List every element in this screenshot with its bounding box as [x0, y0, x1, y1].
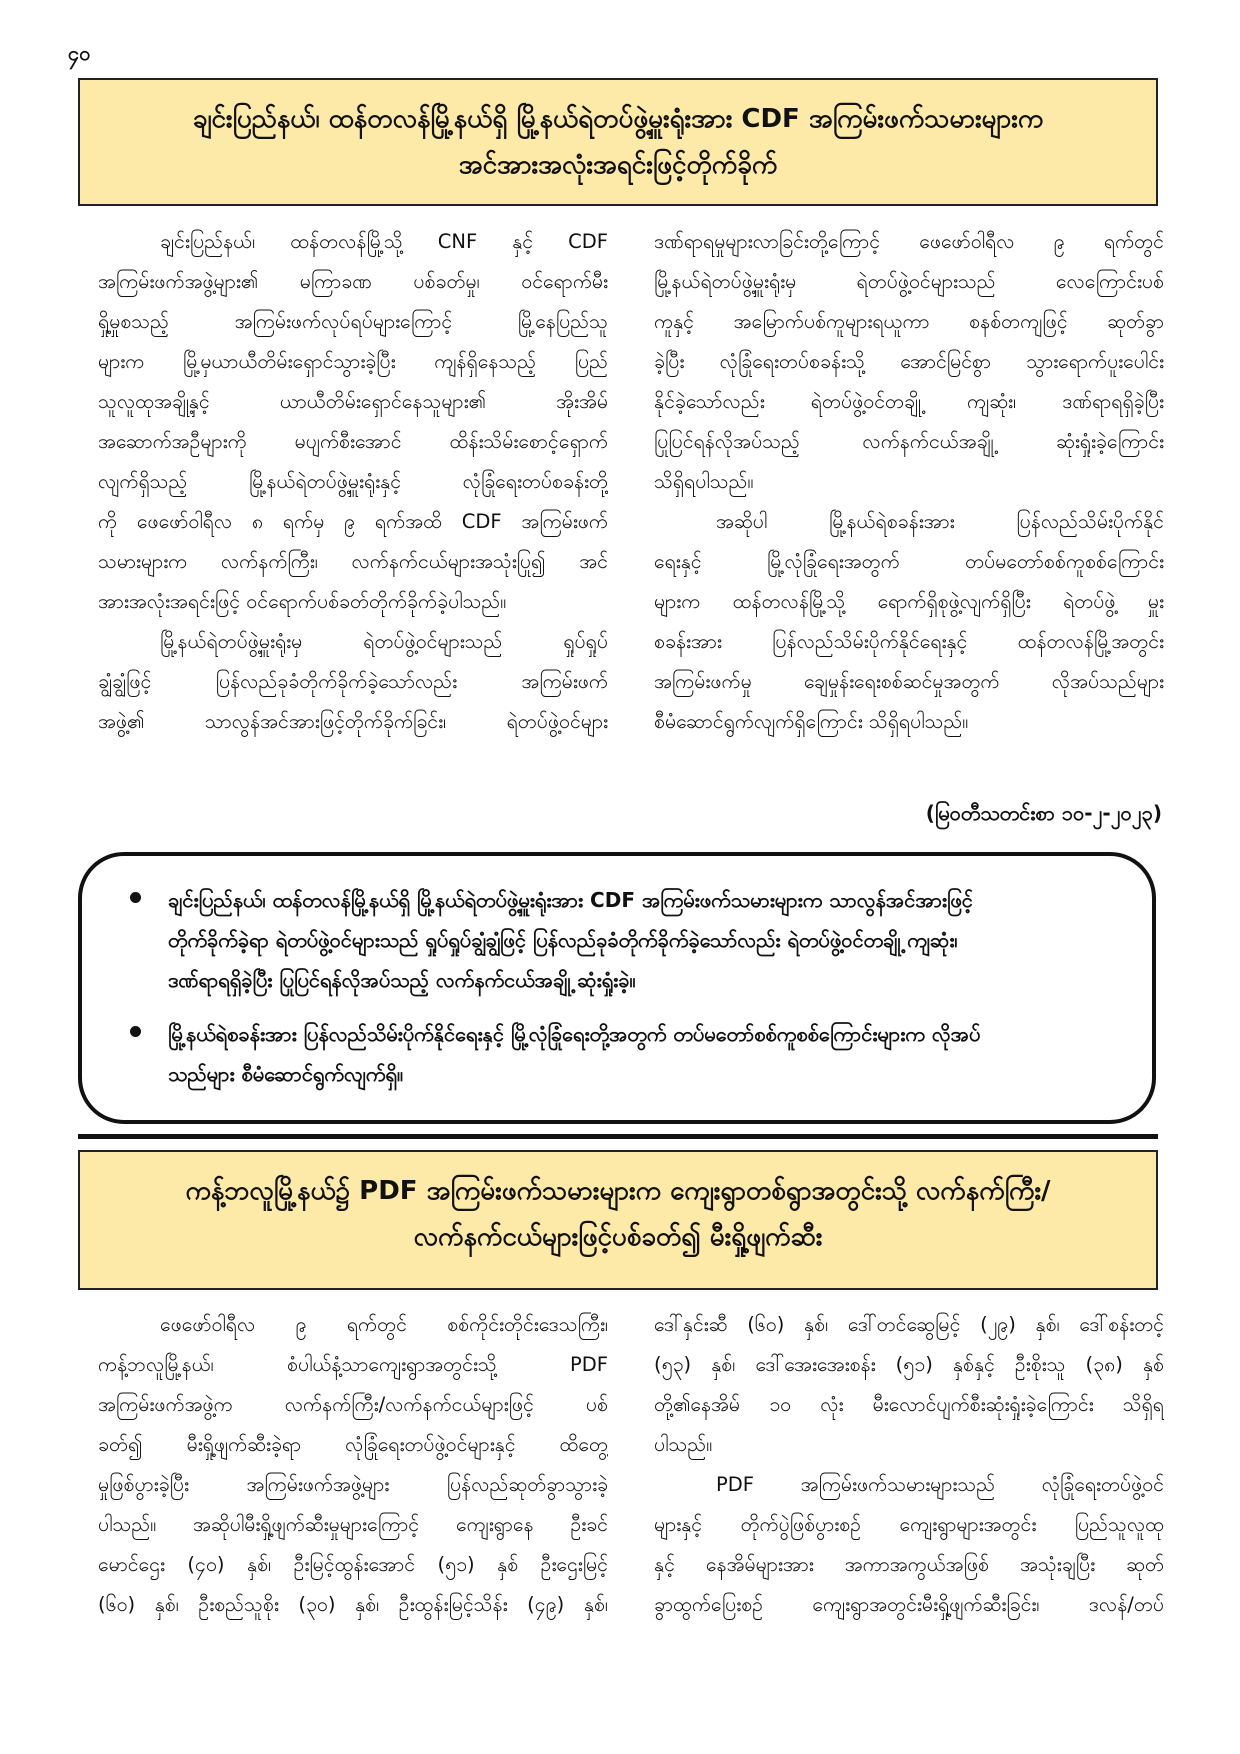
text-line: စီမံဆောင်ရွက်လျက်ရှိကြောင်း သိရှိရပါသည်။ [654, 710, 969, 733]
text-line: မြို့နယ်ရဲတပ်ဖွဲ့မှူးရုံးမှ ရဲတပ်ဖွဲ့ဝင်များသည် ရှုပ်ရှုပ် [160, 630, 608, 653]
summary-item [124, 1014, 1122, 1094]
article2-body [98, 1305, 1164, 1665]
bullet-icon [130, 1026, 141, 1037]
text-line: အကြမ်းဖက်အဖွဲ့က လက်နက်ကြီး/လက်နက်ငယ်များဖြင့် ပစ် [98, 1393, 608, 1416]
headline-line: အင်အားအလုံးအရင်းဖြင့်တိုက်ခိုက် [458, 150, 778, 180]
summary-line: တိုက်ခိုက်ခဲ့ရာ ရဲတပ်ဖွဲ့ဝင်များသည် ရှုပ်ရှုပ်ချွံချွံဖြင့် ပြန်လည်ခုခံတိုက်ခိုက်ခဲ့သော်လည်း ရဲတပ်ဖွဲ့ဝင်တချို့ ကျဆုံး၊ [168, 928, 958, 952]
article2-left-column [98, 1305, 608, 1665]
text-line: ဒေါ်နှင်းဆီ (၆၀) နှစ်၊ ဒေါ်တင်ဆွေမြင့် (၂၉) နှစ်၊ ဒေါ်စန်းတင့် [654, 1313, 1164, 1336]
text-line: ခွာထွက်ပြေးစဉ် ကျေးရွာအတွင်းမီးရှို့ဖျက်ဆီးခြင်း၊ ဒလန်/တပ် [654, 1593, 1164, 1616]
text-line: များက မြို့မှယာယီတိမ်းရှောင်သွားခဲ့ပြီး ကျန်ရှိနေသည့် ပြည် [98, 350, 608, 373]
text-line: သူလူထုအချို့နှင့် ယာယီတိမ်းရှောင်နေသူများ၏ အိုးအိမ် [98, 390, 608, 413]
article1-source: (မြဝတီသတင်းစာ ၁၀-၂-၂၀၂၃) [925, 801, 1162, 825]
summary-item [124, 880, 1122, 1000]
summary-line: ချင်းပြည်နယ်၊ ထန်တလန်မြို့နယ်ရှိ မြို့နယ်ရဲတပ်ဖွဲ့မှူးရုံးအား CDF အကြမ်းဖက်သမားများက သာလွန်အင်အားဖြင့် [168, 888, 973, 912]
text-line: ချင်းပြည်နယ်၊ ထန်တလန်မြို့သို့ CNF နှင့် CDF [160, 230, 608, 253]
headline-line: ချင်းပြည်နယ်၊ ထန်တလန်မြို့နယ်ရှိ မြို့နယ်ရဲတပ်ဖွဲ့မှူးရုံးအား CDF အကြမ်းဖက်သမားများက [192, 104, 1044, 134]
text-line: ရေးနှင့် မြို့လုံခြုံရေးအတွက် တပ်မတော်စစ်ကူစစ်ကြောင်း [654, 550, 1164, 573]
text-line: ပါသည်။ အဆိုပါမီးရှို့ဖျက်ဆီးမှုများကြောင့် ကျေးရွာနေ ဦးခင် [98, 1513, 608, 1536]
article1-left-column [98, 222, 608, 792]
text-line: အဖွဲ့၏ သာလွန်အင်အားဖြင့်တိုက်ခိုက်ခြင်း၊ ရဲတပ်ဖွဲ့ဝင်များ [98, 710, 608, 733]
text-line: များနှင့် တိုက်ပွဲဖြစ်ပွားစဉ် ကျေးရွာများအတွင်း ပြည်သူလူထု [654, 1513, 1164, 1536]
text-line: အဆောက်အဦများကို မပျက်စီးအောင် ထိန်းသိမ်းစောင့်ရှောက် [98, 430, 608, 453]
text-line: ဖေဖော်ဝါရီလ ၉ ရက်တွင် စစ်ကိုင်းတိုင်းဒေသကြီး၊ [160, 1313, 608, 1336]
article2-right-column [654, 1305, 1164, 1665]
text-line: ကို ဖေဖော်ဝါရီလ ၈ ရက်မှ ၉ ရက်အထိ CDF အကြမ်းဖက် [98, 510, 608, 533]
summary-box [78, 852, 1156, 1124]
text-line: စခန်းအား ပြန်လည်သိမ်းပိုက်နိုင်ရေးနှင့် ထန်တလန်မြို့အတွင်း [654, 630, 1164, 653]
text-line: (၆၀) နှစ်၊ ဦးစည်သူစိုး (၃၀) နှစ်၊ ဦးထွန်းမြင့်သိန်း (၄၉) နှစ်၊ [98, 1593, 608, 1616]
text-line: အကြမ်းဖက်မှု ချေမှုန်းရေးစစ်ဆင်မှုအတွက် လိုအပ်သည်များ [654, 670, 1164, 693]
text-line: မောင်ဌေး (၄၀) နှစ်၊ ဦးမြင့်ထွန်းအောင် (၅၁) နှစ် ဦးဌေးမြင့် [98, 1553, 608, 1576]
text-line: လျက်ရှိသည့် မြို့နယ်ရဲတပ်ဖွဲ့မှူးရုံးနှင့် လုံခြုံရေးတပ်စခန်းတို့ [98, 470, 608, 493]
article1-right-column [654, 222, 1164, 792]
text-line: တို့၏နေအိမ် ၁၀ လုံး မီးလောင်ပျက်စီးဆုံးရှုံးခဲ့ကြောင်း သိရှိရ [654, 1393, 1164, 1416]
bullet-icon [130, 892, 141, 903]
summary-line: ဒဏ်ရာရရှိခဲ့ပြီး ပြုပြင်ရန်လိုအပ်သည့် လက်နက်ငယ်အချို့ ဆုံးရှုံးခဲ့။ [168, 968, 636, 992]
text-line: ကန့်ဘလူမြို့နယ်၊ စံပါယ်နံ့သာကျေးရွာအတွင်းသို့ PDF [98, 1353, 608, 1376]
headline-line: လက်နက်ငယ်များဖြင့်ပစ်ခတ်၍ မီးရှို့ဖျက်ဆီး [413, 1222, 823, 1252]
text-line: သိရှိရပါသည်။ [654, 470, 754, 493]
text-line: အားအလုံးအရင်းဖြင့် ဝင်ရောက်ပစ်ခတ်တိုက်ခိုက်ခဲ့ပါသည်။ [98, 590, 507, 613]
summary-line: မြို့နယ်ရဲစခန်းအား ပြန်လည်သိမ်းပိုက်နိုင်ရေးနှင့် မြို့လုံခြုံရေးတို့အတွက် တပ်မတော်စစ်ကူစစ်ကြောင်းများက လိုအပ် [168, 1022, 981, 1046]
text-line: အဆိုပါ မြို့နယ်ရဲစခန်းအား ပြန်လည်သိမ်းပိုက်နိုင် [716, 510, 1164, 533]
article1-headline [78, 78, 1158, 206]
section-divider [78, 1134, 1158, 1139]
text-line: မြို့နယ်ရဲတပ်ဖွဲ့မှူးရုံးမှ ရဲတပ်ဖွဲ့ဝင်များသည် လေကြောင်းပစ် [654, 270, 1164, 293]
text-line: ခတ်၍ မီးရှို့ဖျက်ဆီးခဲ့ရာ လုံခြုံရေးတပ်ဖွဲ့ဝင်များနှင့် ထိတွေ့ [98, 1433, 608, 1456]
headline-line: ကန့်ဘလူမြို့နယ်၌ PDF အကြမ်းဖက်သမားများက ကျေးရွာတစ်ရွာအတွင်းသို့ လက်နက်ကြီး/ [185, 1176, 1051, 1206]
text-line: ပြုပြင်ရန်လိုအပ်သည့် လက်နက်ငယ်အချို့ ဆုံးရှုံးခဲ့ကြောင်း [654, 430, 1164, 453]
text-line: ဒဏ်ရာရမှုများလာခြင်းတို့ကြောင့် ဖေဖော်ဝါရီလ ၉ ရက်တွင် [654, 230, 1164, 253]
text-line: (၅၃) နှစ်၊ ဒေါ်အေးအေးစန်း (၅၁) နှစ်နှင့် ဦးစိုးသူ (၃၈) နှစ် [654, 1353, 1164, 1376]
text-line: ရှို့မှုစသည့် အကြမ်းဖက်လုပ်ရပ်များကြောင့် မြို့နေပြည်သူ [98, 310, 608, 333]
text-line: ကူနှင့် အမြောက်ပစ်ကူများရယူကာ စနစ်တကျဖြင့် ဆုတ်ခွာ [654, 310, 1164, 333]
summary-line: သည်များ စီမံဆောင်ရွက်လျက်ရှိ။ [168, 1062, 404, 1086]
text-line: များက ထန်တလန်မြို့သို့ ရောက်ရှိစုဖွဲ့လျက်ရှိပြီး ရဲတပ်ဖွဲ့ မှူး [654, 590, 1164, 613]
article1-body [98, 222, 1164, 792]
text-line: သမားများက လက်နက်ကြီး၊ လက်နက်ငယ်များအသုံးပြု၍ အင် [98, 550, 608, 573]
text-line: မှုဖြစ်ပွားခဲ့ပြီး အကြမ်းဖက်အဖွဲ့များ ပြန်လည်ဆုတ်ခွာသွားခဲ့ [98, 1473, 608, 1496]
text-line: အကြမ်းဖက်အဖွဲ့များ၏ မကြာခဏ ပစ်ခတ်မှု၊ ဝင်ရောက်မီး [98, 270, 608, 293]
text-line: PDF အကြမ်းဖက်သမားများသည် လုံခြုံရေးတပ်ဖွဲ့ဝင် [716, 1473, 1164, 1496]
text-line: ချွံချွံဖြင့် ပြန်လည်ခုခံတိုက်ခိုက်ခဲ့သော်လည်း အကြမ်းဖက် [98, 670, 608, 693]
article2-headline [78, 1150, 1158, 1290]
text-line: နှင့် နေအိမ်များအား အကာအကွယ်အဖြစ် အသုံးချပြီး ဆုတ် [654, 1553, 1164, 1576]
text-line: ခဲ့ပြီး လုံခြုံရေးတပ်စခန်းသို့ အောင်မြင်စွာ သွားရောက်ပူးပေါင်း [654, 350, 1164, 373]
text-line: နိုင်ခဲ့သော်လည်း ရဲတပ်ဖွဲ့ဝင်တချို့ ကျဆုံး၊ ဒဏ်ရာရရှိခဲ့ပြီး [654, 390, 1164, 413]
text-line: ပါသည်။ [654, 1433, 713, 1456]
page-number: ၄၀ [68, 41, 91, 65]
